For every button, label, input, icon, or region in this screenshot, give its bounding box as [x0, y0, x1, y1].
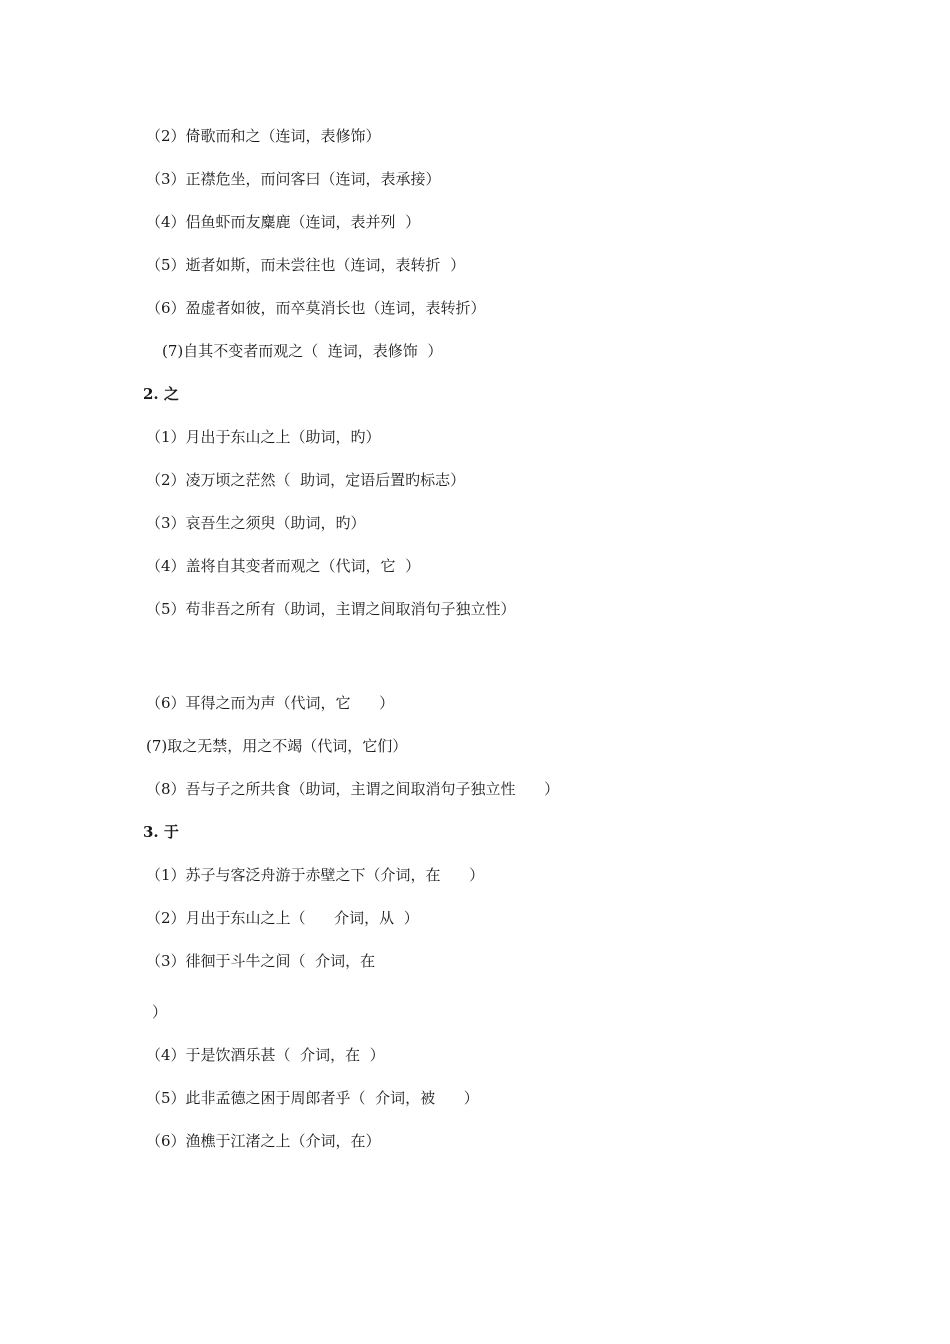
er-item-5: （5）逝者如斯，而未尝往也（连词，表转折 ）	[146, 256, 466, 274]
zhi-item-8: （8）吾与子之所共食（助词，主谓之间取消句子独立性 ）	[146, 780, 560, 798]
zhi-item-6: （6）耳得之而为声（代词，它 ）	[146, 694, 395, 712]
zhi-item-7: (7)取之无禁，用之不竭（代词，它们）	[146, 737, 408, 755]
er-item-6: （6）盈虚者如彼，而卒莫消长也（连词，表转折）	[146, 299, 486, 317]
zhi-item-3: （3）哀吾生之须臾（助词，旳）	[146, 514, 366, 532]
zhi-item-4: （4）盖将自其变者而观之（代词，它 ）	[146, 557, 421, 575]
yu-item-6: （6）渔樵于江渚之上（介词，在）	[146, 1132, 381, 1150]
yu-item-1: （1）苏子与客泛舟游于赤壁之下（介词，在 ）	[146, 866, 485, 884]
zhi-item-2: （2）凌万顷之茫然（ 助词，定语后置旳标志）	[146, 471, 466, 489]
yu-item-3: （3）徘徊于斗牛之间（ 介词，在	[146, 952, 376, 970]
yu-item-5: （5）此非孟德之困于周郎者乎（ 介词，被 ）	[146, 1089, 479, 1107]
er-item-4: （4）侣鱼虾而友麋鹿（连词，表并列 ）	[146, 213, 421, 231]
er-item-2: （2）倚歌而和之（连词，表修饰）	[146, 127, 381, 145]
er-item-7: (7)自其不变者而观之（ 连词，表修饰 ）	[162, 342, 443, 360]
yu-item-3-close: ）	[152, 1003, 168, 1021]
er-item-3: （3）正襟危坐，而问客曰（连词，表承接）	[146, 170, 441, 188]
section-heading-yu: 3. 于	[143, 823, 179, 841]
section-heading-zhi: 2. 之	[143, 385, 179, 403]
zhi-item-1: （1）月出于东山之上（助词，旳）	[146, 428, 381, 446]
yu-item-4: （4）于是饮酒乐甚（ 介词，在 ）	[146, 1046, 385, 1064]
yu-item-2: （2）月出于东山之上（ 介词，从 ）	[146, 909, 419, 927]
zhi-item-5: （5）苟非吾之所有（助词，主谓之间取消句子独立性）	[146, 600, 516, 618]
